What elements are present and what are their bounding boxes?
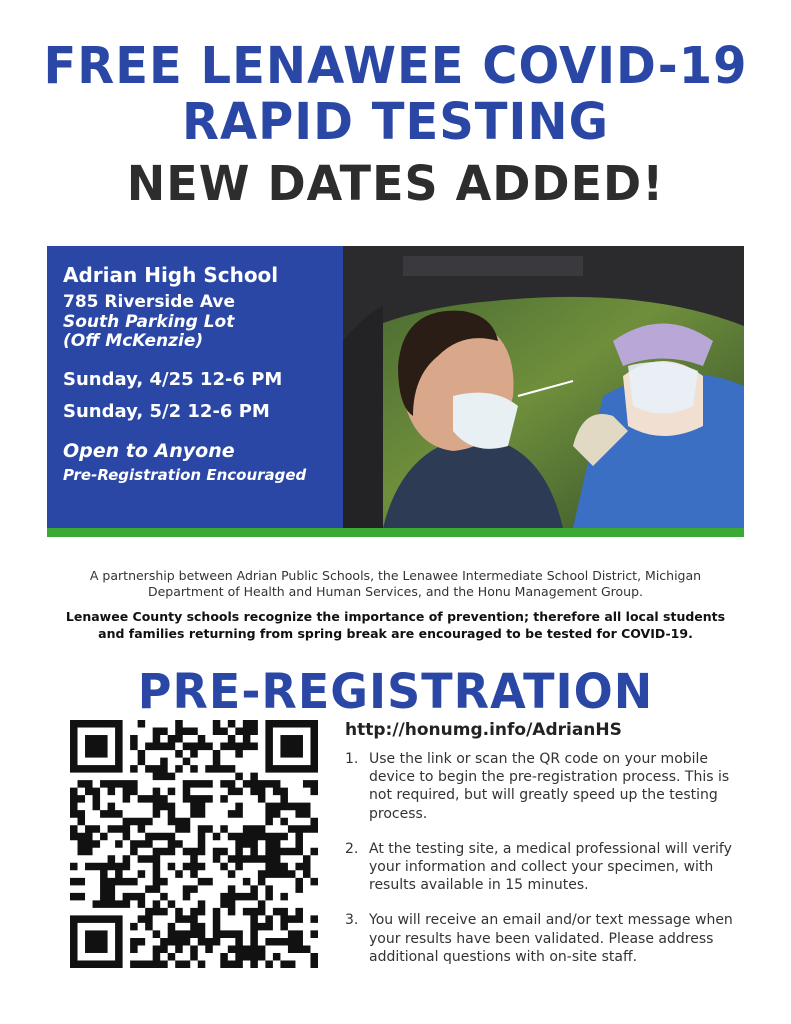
registration-url[interactable]: http://honumg.info/AdrianHS [345,720,622,740]
step-text: At the testing site, a medical professional will verify your information and collect your specimen, with results available in 15 minutes. [369,840,732,894]
step-text: You will receive an email and/or text message when your results have been validated. Please address additional questions with on-site staff. [369,912,733,965]
step-item [345,750,735,823]
event-banner [47,246,744,528]
schools-note: Lenawee County schools recognize the importance of prevention; therefore all local students and families returning from spring break are encouraged to be tested for COVID-19. [65,609,726,641]
step-number: 3. [345,912,359,929]
event-date-2: Sunday, 5/2 12-6 PM [63,401,270,423]
step-number: 1. [345,751,359,767]
step-item [345,911,735,966]
title-line-2: RAPID TESTING [182,92,609,152]
subtitle-new-dates: NEW DATES ADDED! [126,154,665,212]
testing-photo [343,246,744,528]
preregistration-encouraged: Pre-Registration Encouraged [63,465,307,484]
cross-street: (Off McKenzie) [63,331,204,352]
partnership-text: A partnership between Adrian Public Schools, the Lenawee Intermediate School District, Michigan Department of Health and Human Services, and the Honu Management Group. [89,568,702,600]
green-divider [47,528,744,537]
school-name: Adrian High School [63,263,279,287]
title-line-1: FREE LENAWEE COVID-19 [43,36,748,96]
event-date-1: Sunday, 4/25 12-6 PM [63,368,283,390]
preregistration-title: PRE-REGISTRATION [137,662,654,720]
open-to-anyone: Open to Anyone [63,440,235,463]
street-address: 785 Riverside Ave [63,292,236,312]
step-item [345,840,735,895]
qr-code[interactable] [70,720,318,970]
event-info-panel [47,246,343,528]
step-number: 2. [345,840,359,857]
parking-lot: South Parking Lot [63,311,235,332]
registration-steps [345,750,735,983]
step-text: Use the link or scan the QR code on your mobile device to begin the pre-registration process. This is not required, but will greatly speed up the testing process. [369,751,730,822]
